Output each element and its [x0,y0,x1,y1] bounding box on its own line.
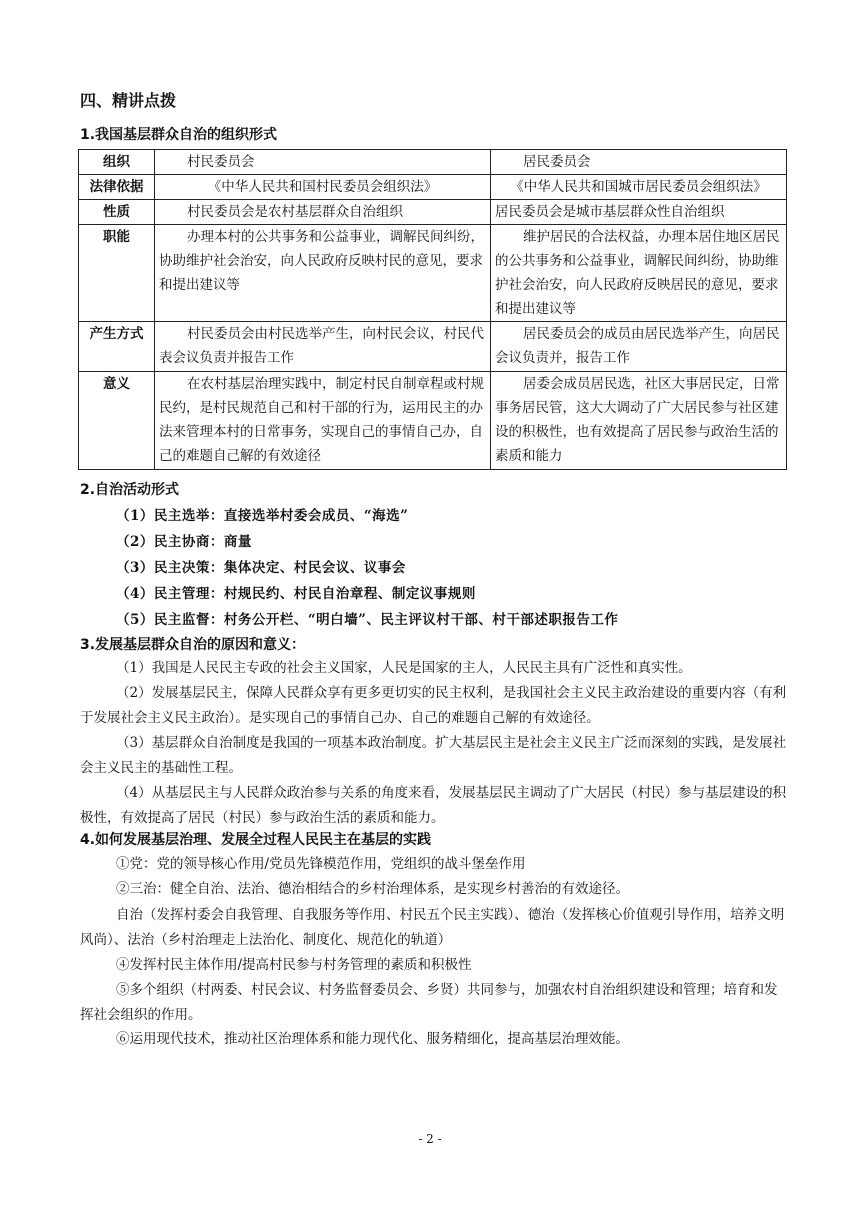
village-cell: 办理本村的公共事务和公益事业，调解民间纠纷，协助维护社会治安，向人民政府反映村民的意见，要求和提出建议等 [155,225,491,322]
resident-cell: 居委会成员居民选，社区大事居民定，日常事务居民管，这大大调动了广大居民参与社区建设的积极性，也有效提高了居民参与政治生活的素质和能力 [491,372,787,470]
table-row [79,372,787,470]
resident-cell: 维护居民的合法权益，办理本居住地区居民的公共事务和公益事业，调解民间纠纷，协助维护社会治安，向人民政府反映居民的意见，要求和提出建议等 [491,225,787,322]
list-item: （2）民主协商：商量 [116,534,252,550]
list-item: （1）民主选举：直接选举村委会成员、“海选” [116,508,409,524]
village-cell: 村民委员会是农村基层群众自治组织 [155,200,491,225]
village-cell: 《中华人民共和国村民委员会组织法》 [155,175,491,200]
paragraph: ⑥运用现代技术，推动社区治理体系和能力现代化、服务精细化，提高基层治理效能。 [116,1031,629,1047]
table-row [79,322,787,372]
part4-title: 4.如何发展基层治理、发展全过程人民民主在基层的实践 [80,832,432,848]
table-row [79,175,787,200]
village-cell: 村民委员会 [155,150,491,175]
row-key: 法律依据 [79,175,155,200]
table-row [79,200,787,225]
paragraph: （2）发展基层民主，保障人民群众享有更多更切实的民主权利，是我国社会主义民主政治建设的重要内容（有利于发展社会主义民主政治）。是实现自己的事情自己办、自己的难题自己解的有效途径。 [80,685,787,726]
list-item: （3）民主决策：集体决定、村民会议、议事会 [116,560,406,576]
part3-title: 3.发展基层群众自治的原因和意义： [80,637,306,653]
paragraph: ①党：党的领导核心作用/党员先锋模范作用，党组织的战斗堡垒作用 [116,856,526,872]
row-key: 性质 [79,200,155,225]
paragraph: （4）从基层民主与人民群众政治参与关系的角度来看，发展基层民主调动了广大居民（村民）参与基层建设的积极性，有效提高了居民（村民）参与政治生活的素质和能力。 [80,785,787,826]
resident-cell: 《中华人民共和国城市居民委员会组织法》 [491,175,787,200]
section-title: 四、精讲点拨 [80,91,177,110]
resident-cell: 居民委员会 [491,150,787,175]
table-row [79,225,787,322]
list-item: （4）民主管理：村规民约、村民自治章程、制定议事规则 [116,586,476,602]
paragraph: ②三治：健全自治、法治、德治相结合的乡村治理体系，是实现乡村善治的有效途径。 [116,881,629,897]
row-key: 组织 [79,150,155,175]
village-cell: 村民委员会由村民选举产生，向村民会议，村民代表会议负责并报告工作 [155,322,491,372]
row-key: 产生方式 [79,322,155,372]
part1-title: 1.我国基层群众自治的组织形式 [80,127,278,143]
list-item: （5）民主监督：村务公开栏、“明白墙”、民主评议村干部、村干部述职报告工作 [116,612,619,628]
paragraph: ④发挥村民主体作用/提高村民参与村务管理的素质和积极性 [116,957,472,973]
resident-cell: 居民委员会的成员由居民选举产生，向居民会议负责并，报告工作 [491,322,787,372]
row-key: 职能 [79,225,155,322]
paragraph: （3）基层群众自治制度是我国的一项基本政治制度。扩大基层民主是社会主义民主广泛而深刻的实践，是发展社会主义民主的基础性工程。 [80,735,787,776]
village-cell: 在农村基层治理实践中，制定村民自制章程或村规民约，是村民规范自己和村干部的行为，运用民主的办法来管理本村的日常事务，实现自己的事情自己办，自己的难题自己解的有效途径 [155,372,491,470]
resident-cell: 居民委员会是城市基层群众性自治组织 [491,200,787,225]
page-number: - 2 - [418,1132,442,1146]
table-row [79,150,787,175]
row-key: 意义 [79,372,155,470]
paragraph: （1）我国是人民民主专政的社会主义国家，人民是国家的主人，人民民主具有广泛性和真实性。 [116,660,692,676]
organization-table [78,149,787,470]
paragraph: 自治（发挥村委会自我管理、自我服务等作用、村民五个民主实践）、德治（发挥核心价值观引导作用，培养文明风尚）、法治（乡村治理走上法治化、制度化、规范化的轨道） [80,907,785,948]
paragraph: ⑤多个组织（村两委、村民会议、村务监督委员会、乡贤）共同参与，加强农村自治组织建设和管理；培育和发挥社会组织的作用。 [80,982,778,1023]
part2-title: 2.自治活动形式 [80,482,180,498]
